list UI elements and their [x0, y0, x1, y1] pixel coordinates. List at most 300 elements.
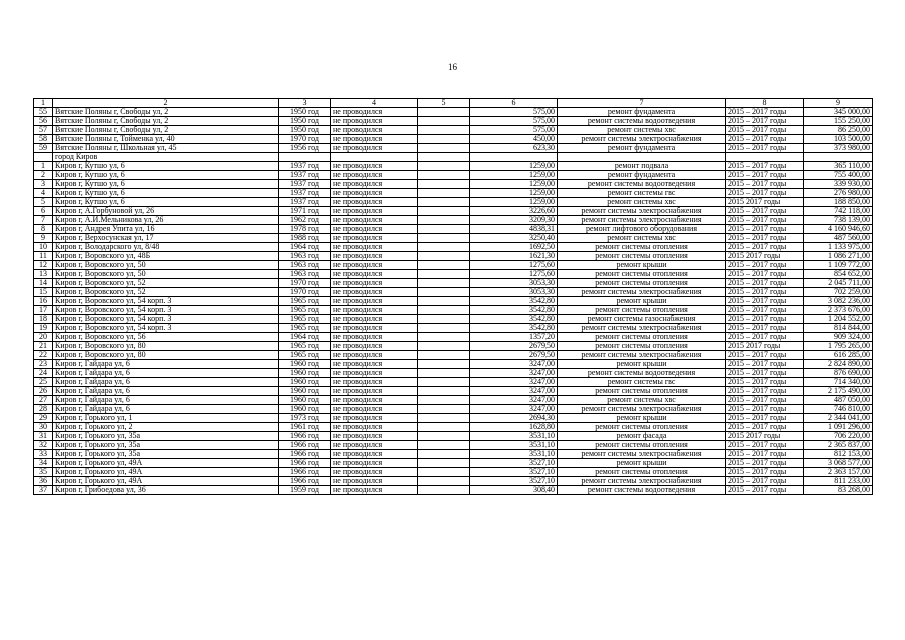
area-cell: 1628,80 [470, 423, 558, 432]
empty-cell [418, 180, 470, 189]
period-cell: 2015 – 2017 годы [726, 360, 804, 369]
year-built-cell: 1966 год [279, 441, 331, 450]
address-cell: Вятские Поляны г, Свободы ул, 2 [53, 126, 279, 135]
work-type-cell: ремонт крыши [558, 414, 726, 423]
empty-cell [418, 477, 470, 486]
row-number-cell: 17 [34, 306, 53, 315]
work-type-cell: ремонт фундамента [558, 144, 726, 153]
address-cell: Киров г, Кутшо ул, 6 [53, 189, 279, 198]
table-row [34, 468, 873, 477]
last-repair-cell: не проводился [331, 126, 418, 135]
cost-cell: 345 000,00 [804, 108, 873, 117]
year-built-cell: 1964 год [279, 243, 331, 252]
year-built-cell: 1962 год [279, 216, 331, 225]
year-built-cell: 1978 год [279, 225, 331, 234]
year-built-cell: 1959 год [279, 486, 331, 495]
work-type-cell: ремонт системы хвс [558, 234, 726, 243]
period-cell: 2015 – 2017 годы [726, 207, 804, 216]
year-built-cell [279, 153, 331, 162]
table-row [34, 270, 873, 279]
empty-cell [418, 342, 470, 351]
row-number-cell: 16 [34, 297, 53, 306]
row-number-cell: 37 [34, 486, 53, 495]
empty-cell [418, 108, 470, 117]
last-repair-cell: не проводился [331, 117, 418, 126]
header-cell: 2 [53, 99, 279, 108]
table-row [34, 234, 873, 243]
empty-cell [418, 486, 470, 495]
period-cell: 2015 – 2017 годы [726, 450, 804, 459]
work-type-cell: ремонт системы отопления [558, 423, 726, 432]
cost-cell: 1 133 975,00 [804, 243, 873, 252]
work-type-cell: ремонт крыши [558, 261, 726, 270]
row-number-cell: 31 [34, 432, 53, 441]
header-cell: 4 [331, 99, 418, 108]
area-cell: 3531,10 [470, 450, 558, 459]
period-cell: 2015 – 2017 годы [726, 126, 804, 135]
area-cell: 575,00 [470, 126, 558, 135]
table-row [34, 342, 873, 351]
table-row [34, 180, 873, 189]
area-cell: 3247,00 [470, 378, 558, 387]
row-number-cell: 34 [34, 459, 53, 468]
cost-cell: 616 285,00 [804, 351, 873, 360]
year-built-cell: 1963 год [279, 261, 331, 270]
empty-cell [418, 450, 470, 459]
last-repair-cell: не проводился [331, 414, 418, 423]
address-cell: Киров г, Горького ул, 35а [53, 441, 279, 450]
cost-cell: 814 844,00 [804, 324, 873, 333]
empty-cell [418, 297, 470, 306]
table-row [34, 387, 873, 396]
row-number-cell: 7 [34, 216, 53, 225]
cost-cell: 746 810,00 [804, 405, 873, 414]
empty-cell [418, 405, 470, 414]
empty-cell [418, 198, 470, 207]
table-row [34, 369, 873, 378]
cost-cell: 738 139,00 [804, 216, 873, 225]
year-built-cell: 1937 год [279, 198, 331, 207]
last-repair-cell: не проводился [331, 234, 418, 243]
table-body [34, 99, 873, 495]
table-row [34, 162, 873, 171]
row-number-cell: 27 [34, 396, 53, 405]
area-cell: 3250,40 [470, 234, 558, 243]
work-type-cell: ремонт системы отопления [558, 387, 726, 396]
area-cell: 1621,30 [470, 252, 558, 261]
last-repair-cell: не проводился [331, 180, 418, 189]
cost-cell: 2 373 676,00 [804, 306, 873, 315]
area-cell: 1259,00 [470, 162, 558, 171]
empty-cell [418, 414, 470, 423]
area-cell: 3247,00 [470, 396, 558, 405]
table-row [34, 360, 873, 369]
address-cell: Киров г, Горького ул, 35а [53, 432, 279, 441]
address-cell: Киров г, Воровского ул, 54 корп. 3 [53, 315, 279, 324]
area-cell: 2679,50 [470, 342, 558, 351]
work-type-cell: ремонт крыши [558, 459, 726, 468]
row-number-cell: 33 [34, 450, 53, 459]
empty-cell [418, 153, 470, 162]
row-number-cell: 30 [34, 423, 53, 432]
row-number-cell: 11 [34, 252, 53, 261]
empty-cell [418, 351, 470, 360]
year-built-cell: 1965 год [279, 315, 331, 324]
empty-cell [418, 432, 470, 441]
area-cell: 308,40 [470, 486, 558, 495]
period-cell: 2015 – 2017 годы [726, 243, 804, 252]
cost-cell: 2 344 041,00 [804, 414, 873, 423]
address-cell: Киров г, Гайдара ул, 6 [53, 378, 279, 387]
row-number-cell: 5 [34, 198, 53, 207]
repair-register-table [33, 98, 873, 495]
area-cell: 2694,30 [470, 414, 558, 423]
table-row [34, 117, 873, 126]
work-type-cell: ремонт системы отопления [558, 252, 726, 261]
cost-cell: 2 045 711,00 [804, 279, 873, 288]
address-cell: Киров г, Гайдара ул, 6 [53, 369, 279, 378]
work-type-cell: ремонт системы отопления [558, 468, 726, 477]
work-type-cell: ремонт системы отопления [558, 333, 726, 342]
work-type-cell: ремонт системы электроснабжения [558, 135, 726, 144]
area-cell: 1275,60 [470, 270, 558, 279]
area-cell: 3247,00 [470, 369, 558, 378]
table-row [34, 378, 873, 387]
table-row [34, 108, 873, 117]
empty-cell [418, 117, 470, 126]
period-cell: 2015 – 2017 годы [726, 396, 804, 405]
empty-cell [418, 288, 470, 297]
cost-cell: 339 930,00 [804, 180, 873, 189]
section-heading-row [34, 153, 873, 162]
work-type-cell: ремонт системы электроснабжения [558, 351, 726, 360]
year-built-cell: 1960 год [279, 369, 331, 378]
year-built-cell: 1966 год [279, 477, 331, 486]
table-row [34, 486, 873, 495]
address-cell: Киров г, Грибоедова ул, 36 [53, 486, 279, 495]
area-cell: 3531,10 [470, 441, 558, 450]
table-row [34, 405, 873, 414]
work-type-cell: ремонт системы электроснабжения [558, 324, 726, 333]
work-type-cell: ремонт системы газоснабжения [558, 315, 726, 324]
table-row [34, 432, 873, 441]
cost-cell: 86 250,00 [804, 126, 873, 135]
year-built-cell: 1971 год [279, 207, 331, 216]
address-cell: Вятские Поляны г, Школьная ул, 45 [53, 144, 279, 153]
table-row [34, 207, 873, 216]
period-cell: 2015 – 2017 годы [726, 333, 804, 342]
row-number-cell: 23 [34, 360, 53, 369]
row-number-cell: 2 [34, 171, 53, 180]
work-type-cell [558, 153, 726, 162]
cost-cell [804, 153, 873, 162]
area-cell: 3527,10 [470, 477, 558, 486]
table-row [34, 279, 873, 288]
work-type-cell: ремонт системы хвс [558, 396, 726, 405]
work-type-cell: ремонт системы хвс [558, 198, 726, 207]
last-repair-cell: не проводился [331, 342, 418, 351]
area-cell: 3527,10 [470, 468, 558, 477]
year-built-cell: 1988 год [279, 234, 331, 243]
empty-cell [418, 441, 470, 450]
address-cell: Киров г, Воровского ул, 54 корп. 3 [53, 324, 279, 333]
area-cell: 623,30 [470, 144, 558, 153]
cost-cell: 812 153,00 [804, 450, 873, 459]
period-cell: 2015 – 2017 годы [726, 135, 804, 144]
row-number-cell: 13 [34, 270, 53, 279]
last-repair-cell: не проводился [331, 189, 418, 198]
address-cell: Киров г, Горького ул, 49А [53, 477, 279, 486]
period-cell: 2015 – 2017 годы [726, 189, 804, 198]
last-repair-cell: не проводился [331, 279, 418, 288]
address-cell: Киров г, Воровского ул, 56 [53, 333, 279, 342]
row-number-cell: 4 [34, 189, 53, 198]
year-built-cell: 1937 год [279, 162, 331, 171]
period-cell: 2015 – 2017 годы [726, 144, 804, 153]
last-repair-cell: не проводился [331, 243, 418, 252]
last-repair-cell: не проводился [331, 369, 418, 378]
last-repair-cell: не проводился [331, 468, 418, 477]
address-cell: Киров г, Гайдара ул, 6 [53, 360, 279, 369]
year-built-cell: 1965 год [279, 306, 331, 315]
address-cell: Киров г, Воровского ул, 50 [53, 270, 279, 279]
empty-cell [418, 387, 470, 396]
cost-cell: 83 268,00 [804, 486, 873, 495]
empty-cell [418, 252, 470, 261]
header-cell: 6 [470, 99, 558, 108]
cost-cell: 188 850,00 [804, 198, 873, 207]
empty-cell [418, 315, 470, 324]
year-built-cell: 1937 год [279, 171, 331, 180]
cost-cell: 373 980,00 [804, 144, 873, 153]
table-row [34, 288, 873, 297]
row-number-cell: 9 [34, 234, 53, 243]
cost-cell: 2 175 490,00 [804, 387, 873, 396]
table-row [34, 243, 873, 252]
work-type-cell: ремонт лифтового оборудования [558, 225, 726, 234]
row-number-cell: 59 [34, 144, 53, 153]
table-row [34, 126, 873, 135]
last-repair-cell: не проводился [331, 405, 418, 414]
work-type-cell: ремонт системы водоотведения [558, 117, 726, 126]
area-cell: 575,00 [470, 117, 558, 126]
cost-cell: 854 652,00 [804, 270, 873, 279]
period-cell: 2015 2017 годы [726, 342, 804, 351]
period-cell: 2015 – 2017 годы [726, 108, 804, 117]
cost-cell: 2 365 837,00 [804, 441, 873, 450]
year-built-cell: 1964 год [279, 333, 331, 342]
column-number-header-row [34, 99, 873, 108]
work-type-cell: ремонт системы отопления [558, 270, 726, 279]
area-cell [470, 153, 558, 162]
period-cell: 2015 – 2017 годы [726, 117, 804, 126]
cost-cell: 742 118,00 [804, 207, 873, 216]
empty-cell [418, 324, 470, 333]
year-built-cell: 1965 год [279, 324, 331, 333]
last-repair-cell: не проводился [331, 315, 418, 324]
area-cell: 3527,10 [470, 459, 558, 468]
table-row [34, 198, 873, 207]
address-cell: Киров г, Горького ул, 49А [53, 468, 279, 477]
empty-cell [418, 360, 470, 369]
address-cell: Киров г, Кутшо ул, 6 [53, 180, 279, 189]
last-repair-cell: не проводился [331, 135, 418, 144]
address-cell: город Киров [53, 153, 279, 162]
year-built-cell: 1965 год [279, 297, 331, 306]
cost-cell: 1 109 772,00 [804, 261, 873, 270]
table-row [34, 414, 873, 423]
row-number-cell: 56 [34, 117, 53, 126]
year-built-cell: 1965 год [279, 351, 331, 360]
table-row [34, 441, 873, 450]
row-number-cell: 14 [34, 279, 53, 288]
table-row [34, 171, 873, 180]
empty-cell [418, 216, 470, 225]
area-cell: 3542,80 [470, 297, 558, 306]
empty-cell [418, 171, 470, 180]
work-type-cell: ремонт системы электроснабжения [558, 477, 726, 486]
last-repair-cell: не проводился [331, 306, 418, 315]
last-repair-cell: не проводился [331, 387, 418, 396]
table-row [34, 225, 873, 234]
year-built-cell: 1970 год [279, 279, 331, 288]
address-cell: Киров г, А.И.Мельникова ул, 26 [53, 216, 279, 225]
table-row [34, 189, 873, 198]
area-cell: 450,00 [470, 135, 558, 144]
area-cell: 3542,80 [470, 315, 558, 324]
year-built-cell: 1960 год [279, 405, 331, 414]
address-cell: Киров г, Горького ул, 35а [53, 450, 279, 459]
table-row [34, 333, 873, 342]
address-cell: Киров г, Кутшо ул, 6 [53, 198, 279, 207]
address-cell: Вятские Поляны г, Тойменка ул, 40 [53, 135, 279, 144]
address-cell: Киров г, Горького ул, 2 [53, 423, 279, 432]
empty-cell [418, 144, 470, 153]
table-row [34, 396, 873, 405]
period-cell [726, 153, 804, 162]
period-cell: 2015 2017 годы [726, 252, 804, 261]
period-cell: 2015 – 2017 годы [726, 216, 804, 225]
address-cell: Киров г, Гайдара ул, 6 [53, 396, 279, 405]
period-cell: 2015 – 2017 годы [726, 423, 804, 432]
area-cell: 4838,31 [470, 225, 558, 234]
period-cell: 2015 – 2017 годы [726, 477, 804, 486]
header-cell: 7 [558, 99, 726, 108]
row-number-cell: 10 [34, 243, 53, 252]
cost-cell: 1 204 552,00 [804, 315, 873, 324]
empty-cell [418, 207, 470, 216]
year-built-cell: 1937 год [279, 189, 331, 198]
row-number-cell: 24 [34, 369, 53, 378]
cost-cell: 706 220,00 [804, 432, 873, 441]
cost-cell: 276 980,00 [804, 189, 873, 198]
table-row [34, 216, 873, 225]
period-cell: 2015 – 2017 годы [726, 315, 804, 324]
last-repair-cell: не проводился [331, 225, 418, 234]
year-built-cell: 1960 год [279, 387, 331, 396]
last-repair-cell: не проводился [331, 297, 418, 306]
table-row [34, 252, 873, 261]
area-cell: 3247,00 [470, 360, 558, 369]
address-cell: Киров г, Верхосунская ул, 17 [53, 234, 279, 243]
work-type-cell: ремонт системы хвс [558, 126, 726, 135]
row-number-cell: 58 [34, 135, 53, 144]
last-repair-cell: не проводился [331, 216, 418, 225]
area-cell: 3053,30 [470, 279, 558, 288]
row-number-cell: 20 [34, 333, 53, 342]
work-type-cell: ремонт системы отопления [558, 279, 726, 288]
period-cell: 2015 – 2017 годы [726, 441, 804, 450]
last-repair-cell: не проводился [331, 459, 418, 468]
row-number-cell: 32 [34, 441, 53, 450]
last-repair-cell: не проводился [331, 198, 418, 207]
row-number-cell: 57 [34, 126, 53, 135]
year-built-cell: 1970 год [279, 135, 331, 144]
period-cell: 2015 – 2017 годы [726, 378, 804, 387]
cost-cell: 811 233,00 [804, 477, 873, 486]
cost-cell: 103 500,00 [804, 135, 873, 144]
work-type-cell: ремонт системы водоотведения [558, 486, 726, 495]
address-cell: Киров г, Воровского ул, 80 [53, 342, 279, 351]
address-cell: Вятские Поляны г, Свободы ул, 2 [53, 108, 279, 117]
table-row [34, 423, 873, 432]
empty-cell [418, 189, 470, 198]
cost-cell: 365 110,00 [804, 162, 873, 171]
last-repair-cell: не проводился [331, 441, 418, 450]
last-repair-cell [331, 153, 418, 162]
header-cell: 3 [279, 99, 331, 108]
row-number-cell: 8 [34, 225, 53, 234]
year-built-cell: 1960 год [279, 360, 331, 369]
table-row [34, 459, 873, 468]
row-number-cell: 19 [34, 324, 53, 333]
period-cell: 2015 – 2017 годы [726, 279, 804, 288]
address-cell: Вятские Поляны г, Свободы ул, 2 [53, 117, 279, 126]
area-cell: 1692,50 [470, 243, 558, 252]
period-cell: 2015 2017 годы [726, 198, 804, 207]
table-row [34, 450, 873, 459]
table-row [34, 477, 873, 486]
area-cell: 575,00 [470, 108, 558, 117]
header-cell: 5 [418, 99, 470, 108]
period-cell: 2015 – 2017 годы [726, 180, 804, 189]
work-type-cell: ремонт системы отопления [558, 342, 726, 351]
period-cell: 2015 2017 годы [726, 432, 804, 441]
cost-cell: 2 824 890,00 [804, 360, 873, 369]
year-built-cell: 1937 год [279, 180, 331, 189]
empty-cell [418, 468, 470, 477]
empty-cell [418, 459, 470, 468]
empty-cell [418, 333, 470, 342]
work-type-cell: ремонт системы электроснабжения [558, 288, 726, 297]
table-row [34, 315, 873, 324]
last-repair-cell: не проводился [331, 324, 418, 333]
empty-cell [418, 126, 470, 135]
header-cell: 9 [804, 99, 873, 108]
address-cell: Киров г, Володарского ул, 8/48 [53, 243, 279, 252]
area-cell: 1259,00 [470, 171, 558, 180]
cost-cell: 4 160 946,60 [804, 225, 873, 234]
empty-cell [418, 243, 470, 252]
area-cell: 3226,60 [470, 207, 558, 216]
empty-cell [418, 378, 470, 387]
empty-cell [418, 225, 470, 234]
last-repair-cell: не проводился [331, 207, 418, 216]
period-cell: 2015 – 2017 годы [726, 414, 804, 423]
empty-cell [418, 396, 470, 405]
address-cell: Киров г, Гайдара ул, 6 [53, 387, 279, 396]
area-cell: 1259,00 [470, 189, 558, 198]
